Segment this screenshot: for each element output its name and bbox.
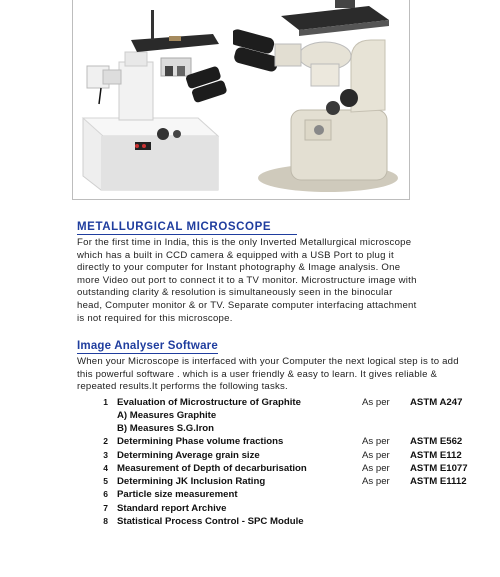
description-line: which has a built in CCD camera & equipped with a USB Port to plug it (77, 249, 394, 261)
task-number: 7 (103, 503, 108, 513)
section-heading-metallurgical-microscope: METALLURGICAL MICROSCOPE (77, 221, 297, 235)
description-line: head, Computer monitor & or TV. Separate computer interfacing attachment (77, 299, 417, 311)
task-row (0, 409, 500, 422)
description-line: outstanding clarity & resolution is simultaneously seen in the binocular (77, 287, 393, 299)
microscope-description (77, 237, 437, 325)
section-heading-image-analyser-software: Image Analyser Software (77, 340, 218, 352)
description-line: When your Microscope is interfaced with your Computer the next logical step is to add (77, 356, 459, 367)
task-row (0, 515, 500, 528)
as-per-label: As per (362, 436, 390, 447)
task-label: Determining Average grain size (117, 450, 260, 461)
task-row (0, 435, 500, 448)
software-description (77, 356, 477, 394)
task-row (0, 475, 500, 488)
inverted-microscope-photo (233, 0, 410, 200)
task-number: 6 (103, 489, 108, 499)
task-label: B) Measures S.G.Iron (117, 423, 215, 434)
task-label: Measurement of Depth of decarburisation (117, 463, 307, 474)
task-row (0, 502, 500, 515)
standard-code: ASTM E562 (410, 436, 463, 447)
task-row (0, 396, 500, 409)
standard-code: ASTM E112 (410, 450, 462, 461)
task-label: Statistical Process Control - SPC Module (117, 516, 304, 527)
description-line: this powerful software . which is a user friendly & easy to learn. It gives reliable & (77, 368, 438, 380)
description-line: For the first time in India, this is the only Inverted Metallurgical microscope (77, 237, 412, 248)
description-line: repeated results.It performs the following tasks. (77, 381, 288, 393)
task-number: 2 (103, 436, 108, 446)
as-per-label: As per (362, 463, 390, 474)
as-per-label: As per (362, 397, 390, 408)
task-number: 5 (103, 476, 108, 486)
standard-code: ASTM A247 (410, 397, 463, 408)
description-line: is not required for this microscope. (77, 312, 233, 324)
task-row (0, 462, 500, 475)
standard-code: ASTM E1112 (410, 476, 467, 487)
upright-microscope-photo (73, 0, 233, 200)
description-line: more Video out port to connect it to a TV monitor. Microstructure image with (77, 274, 417, 286)
task-label: Evaluation of Microstructure of Graphite (117, 397, 301, 408)
task-number: 3 (103, 450, 108, 460)
as-per-label: As per (362, 450, 390, 461)
task-number: 8 (103, 516, 108, 526)
task-label: Standard report Archive (117, 503, 227, 514)
task-label: Determining Phase volume fractions (117, 436, 284, 447)
task-row (0, 422, 500, 435)
task-number: 4 (103, 463, 108, 473)
task-number: 1 (103, 397, 108, 407)
task-label: Particle size measurement (117, 489, 238, 500)
task-row (0, 488, 500, 501)
task-label: A) Measures Graphite (117, 410, 217, 421)
task-label: Determining JK Inclusion Rating (117, 476, 266, 487)
as-per-label: As per (362, 476, 390, 487)
product-photo-frame (72, 0, 410, 200)
task-row (0, 449, 500, 462)
description-line: directly to your computer for Instant photography & Image analysis. One (77, 262, 401, 274)
standard-code: ASTM E1077 (410, 463, 468, 474)
